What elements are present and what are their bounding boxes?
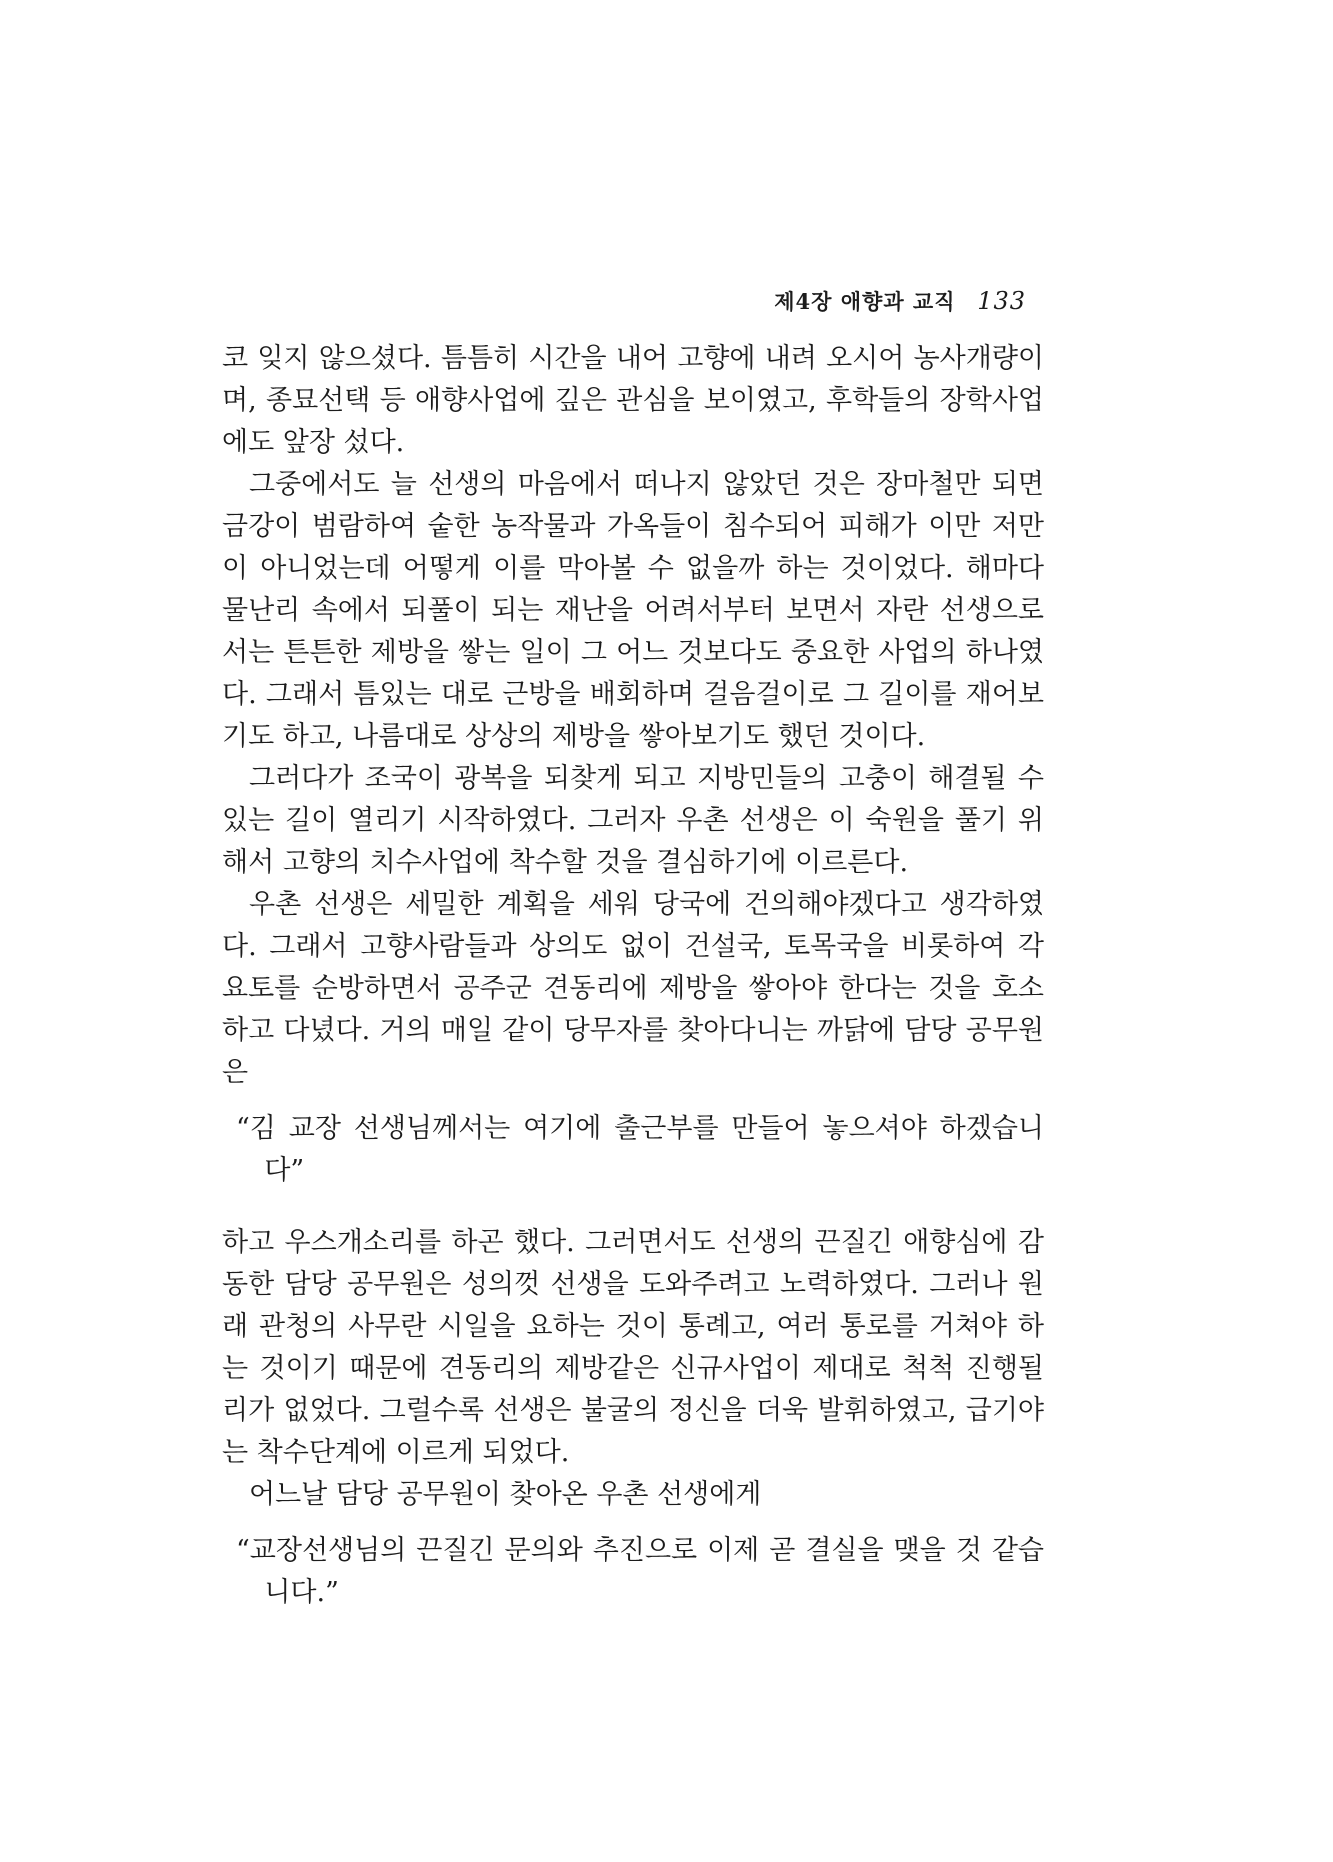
page-number: 133 — [977, 287, 1026, 315]
paragraph-perseverance: 하고 우스개소리를 하곤 했다. 그러면서도 선생의 끈질긴 애향심에 감동한 담당 공무원은 성의껏 선생을 도와주려고 노력하였다. 그러나 원래 관청의 사무란 시일을 요하는 것이 통례고, 여러 통로를 거쳐야 하는 것이기 때문에 견동리의 제방같은 신규사업이 제대로 척척 진행될 리가 없었다. 그럴수록 선생은 불굴의 정신을 더욱 발휘하였고, 급기야는 착수단계에 이르게 되었다. — [222, 1227, 1044, 1468]
quote-attendance-book: “김 교장 선생님께서는 여기에 출근부를 만들어 놓으셔야 하겠습니다” — [236, 1113, 1044, 1186]
paragraph-continuation: 코 잊지 않으셨다. 틈틈히 시간을 내어 고향에 내려 오시어 농사개량이며, 종묘선택 등 애향사업에 깊은 관심을 보이였고, 후학들의 장학사업에도 앞장 섰다. — [222, 343, 1044, 458]
chapter-title: 제4장 애향과 교직 — [774, 289, 956, 314]
paragraph-liberation: 그러다가 조국이 광복을 되찾게 되고 지방민들의 고충이 해결될 수 있는 길이 열리기 시작하였다. 그러자 우촌 선생은 이 숙원을 풀기 위해서 고향의 치수사업에 착수할 것을 결심하기에 이르른다. — [222, 763, 1044, 878]
quote-fruition: “교장선생님의 끈질긴 문의와 추진으로 이제 곧 결실을 맺을 것 같습니다.” — [236, 1535, 1044, 1608]
body-text — [222, 338, 1044, 1614]
paragraph-flood-concern: 그중에서도 늘 선생의 마음에서 떠나지 않았던 것은 장마철만 되면 금강이 범람하여 숱한 농작물과 가옥들이 침수되어 피해가 이만 저만이 아니었는데 어떻게 이를 막아볼 수 없을까 하는 것이었다. 해마다 물난리 속에서 되풀이 되는 재난을 어려서부터 보면서 자란 선생으로서는 튼튼한 제방을 쌓는 일이 그 어느 것보다도 중요한 사업의 하나였다. 그래서 틈있는 대로 근방을 배회하며 걸음걸이로 그 길이를 재어보기도 하고, 나름대로 상상의 제방을 쌓아보기도 했던 것이다. — [222, 469, 1044, 752]
running-header — [774, 286, 1026, 316]
paragraph-petition: 우촌 선생은 세밀한 계획을 세워 당국에 건의해야겠다고 생각하였다. 그래서 고향사람들과 상의도 없이 건설국, 토목국을 비롯하여 각 요토를 순방하면서 공주군 견동리에 제방을 쌓아야 한다는 것을 호소하고 다녔다. 거의 매일 같이 당무자를 찾아다니는 까닭에 담당 공무원은 — [222, 889, 1044, 1088]
paragraph-official-visit: 어느날 담당 공무원이 찾아온 우촌 선생에게 — [249, 1479, 762, 1510]
